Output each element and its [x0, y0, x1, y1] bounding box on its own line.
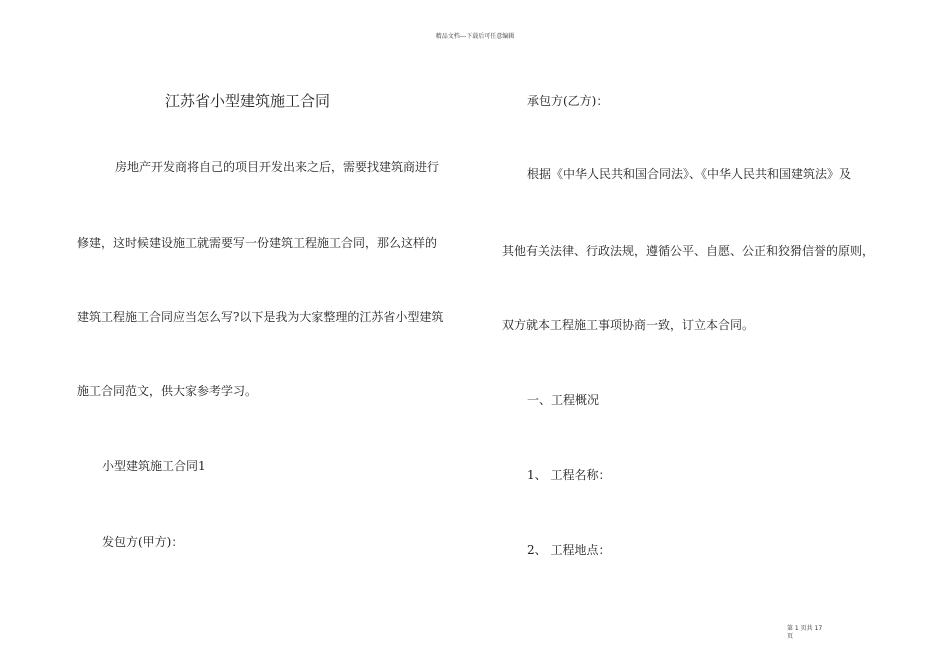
- basis-line-1: 根据《中华人民共和国合同法》、《中华人民共和国建筑法》及: [527, 167, 852, 181]
- page-header: 精品文档---下载后可任意编辑: [435, 33, 515, 40]
- intro-line-3: 建筑工程施工合同应当怎么写?以下是我为大家整理的江苏省小型建筑: [77, 310, 444, 324]
- section-heading-1: 一、工程概况: [527, 393, 600, 407]
- contract-heading: 小型建筑施工合同1: [102, 459, 206, 473]
- item-project-location: 2、 工程地点：: [527, 543, 611, 557]
- page-number-line-2: 页: [787, 633, 794, 640]
- document-title: 江苏省小型建筑施工合同: [165, 92, 331, 110]
- intro-line-2: 修建，这时候建设施工就需要写一份建筑工程施工合同，那么这样的: [77, 236, 438, 250]
- party-b-label: 承包方(乙方)：: [527, 94, 609, 108]
- basis-line-3: 双方就本工程施工事项协商一致，订立本合同。: [502, 318, 755, 332]
- page-number: [787, 625, 822, 641]
- item-project-name: 1、 工程名称：: [527, 468, 611, 482]
- party-a-label: 发包方(甲方)：: [102, 535, 184, 549]
- basis-line-2: 其他有关法律、行政法规，遵循公平、自愿、公正和狡猾信誉的原则，: [502, 244, 875, 258]
- intro-line-1: 房地产开发商将自己的项目开发出来之后，需要找建筑商进行: [115, 160, 440, 174]
- intro-line-4: 施工合同范文，供大家参考学习。: [77, 384, 258, 398]
- page-number-line-1: 第 1 页共 17: [787, 625, 823, 632]
